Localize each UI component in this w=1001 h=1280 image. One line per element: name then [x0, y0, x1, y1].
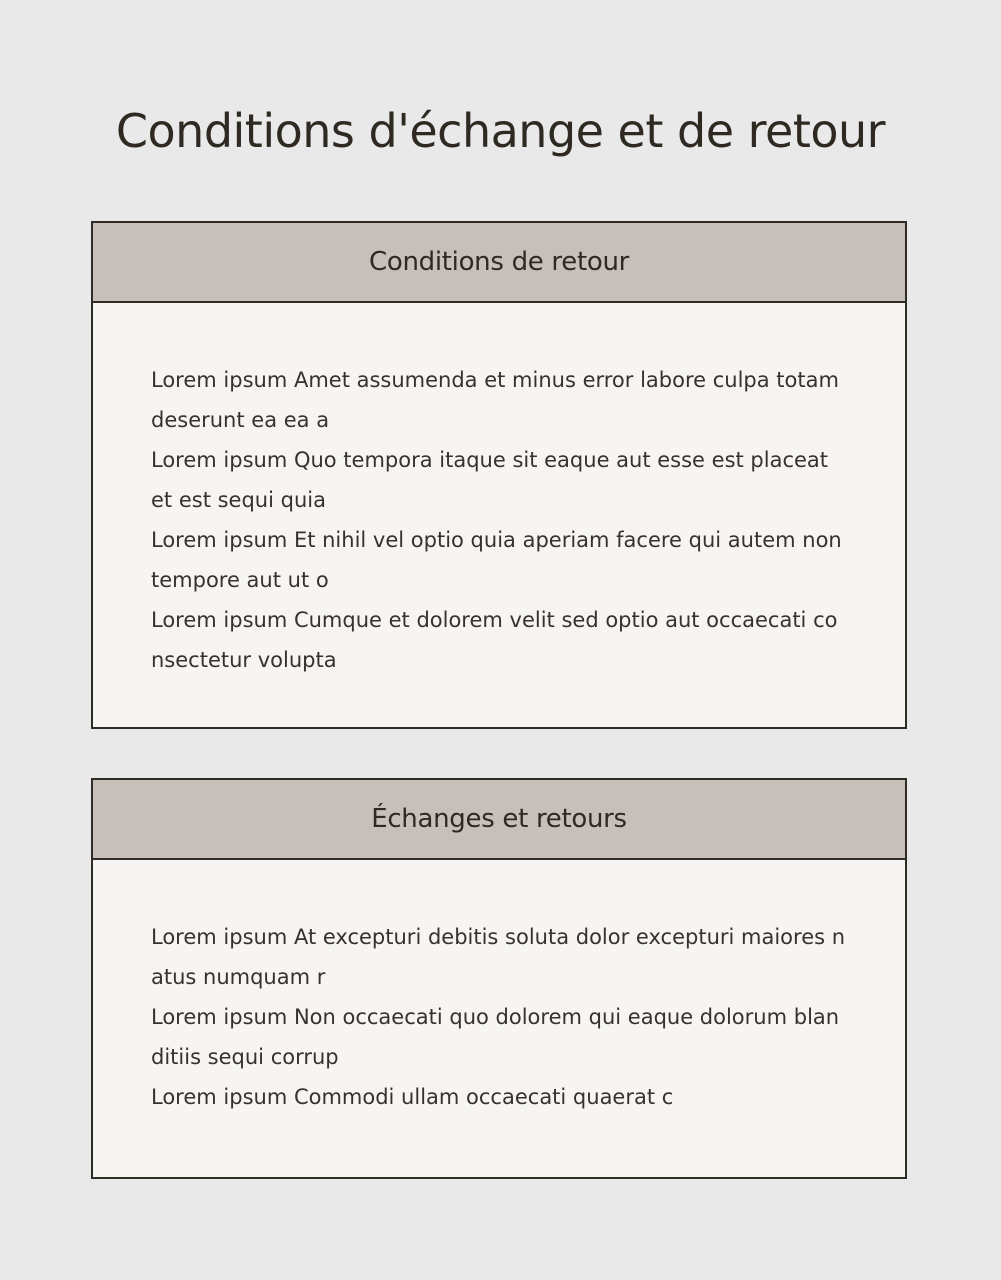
card-header	[93, 223, 905, 303]
card-paragraph: Lorem ipsum At excepturi debitis soluta dolor excepturi maiores natus numquam r	[151, 925, 846, 989]
card-header	[93, 780, 905, 860]
card-paragraph: Lorem ipsum Et nihil vel optio quia aperiam facere qui autem non tempore aut ut o	[151, 528, 842, 592]
card-paragraph: Lorem ipsum Commodi ullam occaecati quaerat c	[151, 1085, 674, 1109]
card-paragraph: Lorem ipsum Amet assumenda et minus error labore culpa totam deserunt ea ea a	[151, 368, 839, 432]
card-body	[93, 303, 905, 680]
return-conditions-card	[91, 221, 907, 729]
card-paragraph: Lorem ipsum Non occaecati quo dolorem qui eaque dolorum blanditiis sequi corrup	[151, 1005, 840, 1069]
page-title: Conditions d'échange et de retour	[115, 104, 886, 158]
card-paragraph: Lorem ipsum Cumque et dolorem velit sed optio aut occaecati consectetur volupta	[151, 608, 838, 672]
card-heading: Conditions de retour	[368, 247, 630, 277]
exchanges-returns-card	[91, 778, 907, 1179]
card-paragraph: Lorem ipsum Quo tempora itaque sit eaque aut esse est placeat et est sequi quia	[151, 448, 829, 512]
card-heading: Échanges et retours	[371, 804, 627, 834]
card-body	[93, 860, 905, 1117]
